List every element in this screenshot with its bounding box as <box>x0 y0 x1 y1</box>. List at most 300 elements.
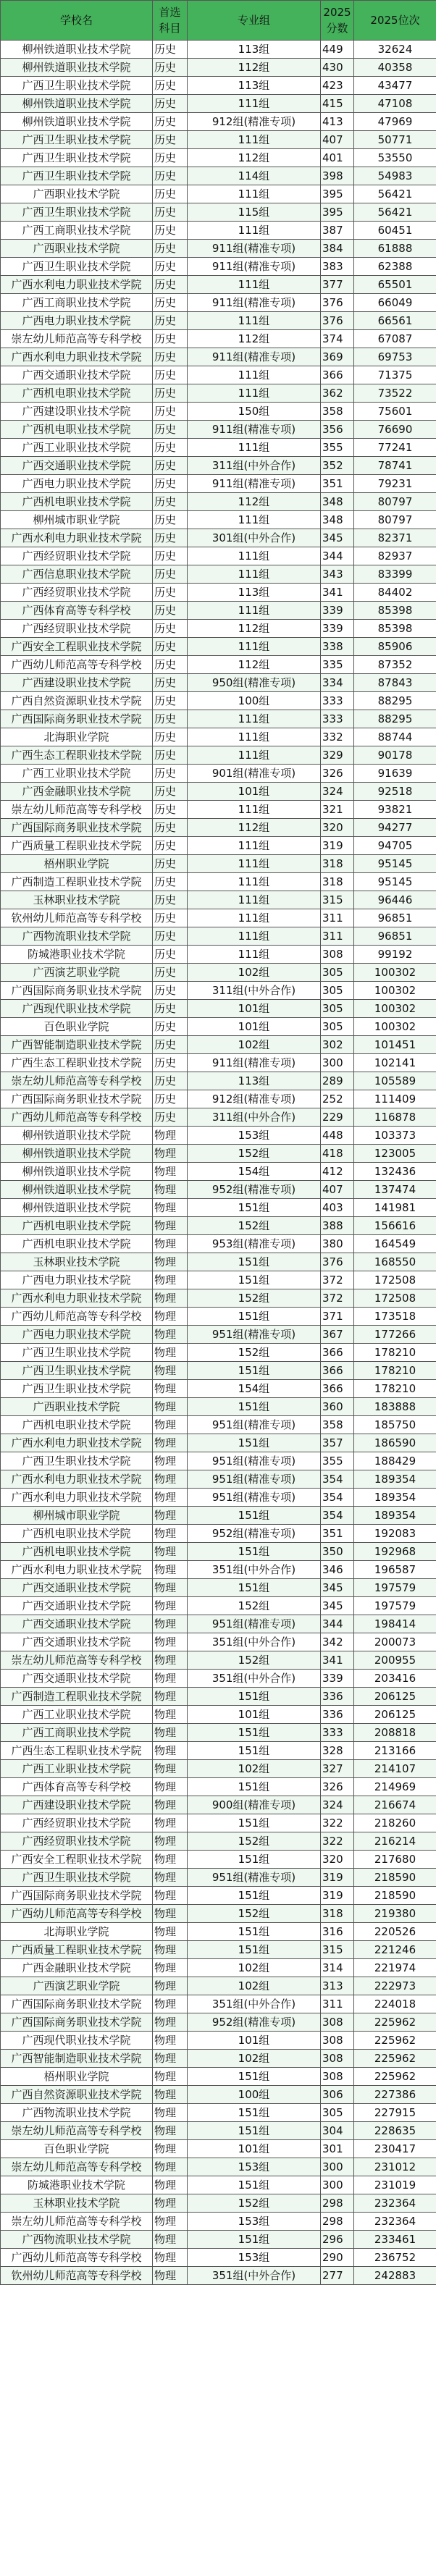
cell-school: 柳州铁道职业技术学院 <box>1 1163 153 1181</box>
table-row <box>1 1289 436 1308</box>
cell-group: 151组 <box>188 1887 321 1905</box>
cell-score: 326 <box>321 1778 354 1796</box>
cell-school: 广西经贸职业技术学院 <box>1 1814 153 1832</box>
table-row <box>1 1887 436 1905</box>
cell-score: 367 <box>321 1326 354 1344</box>
cell-rank: 87352 <box>354 656 436 674</box>
table-row <box>1 1398 436 1416</box>
cell-score: 344 <box>321 547 354 565</box>
cell-rank: 225962 <box>354 2013 436 2032</box>
cell-school: 广西质量工程职业技术学院 <box>1 1941 153 1959</box>
cell-group: 951组(精准专项) <box>188 1452 321 1470</box>
cell-group: 111组 <box>188 638 321 656</box>
cell-group: 111组 <box>188 276 321 294</box>
cell-school: 广西水利电力职业技术学院 <box>1 1470 153 1489</box>
cell-group: 952组(精准专项) <box>188 1181 321 1199</box>
cell-school: 广西电力职业技术学院 <box>1 312 153 330</box>
table-row <box>1 1036 436 1054</box>
cell-rank: 230417 <box>354 2140 436 2158</box>
cell-rank: 80797 <box>354 511 436 529</box>
cell-score: 308 <box>321 2013 354 2032</box>
table-row <box>1 783 436 801</box>
cell-rank: 94705 <box>354 837 436 855</box>
cell-group: 102组 <box>188 964 321 982</box>
cell-group: 102组 <box>188 2050 321 2068</box>
cell-score: 305 <box>321 964 354 982</box>
cell-subject: 历史 <box>153 475 188 493</box>
table-row <box>1 1814 436 1832</box>
cell-group: 111组 <box>188 927 321 946</box>
cell-school: 广西水利电力职业技术学院 <box>1 529 153 547</box>
cell-score: 415 <box>321 95 354 113</box>
cell-subject: 物理 <box>153 2122 188 2140</box>
cell-school: 柳州铁道职业技术学院 <box>1 113 153 131</box>
cell-group: 951组(精准专项) <box>188 1416 321 1434</box>
cell-subject: 历史 <box>153 95 188 113</box>
cell-subject: 历史 <box>153 330 188 348</box>
cell-subject: 历史 <box>153 927 188 946</box>
cell-group: 152组 <box>188 1217 321 1235</box>
cell-score: 348 <box>321 493 354 511</box>
cell-rank: 178210 <box>354 1362 436 1380</box>
table-row <box>1 493 436 511</box>
col-header-group: 专业组 <box>188 1 321 41</box>
cell-subject: 历史 <box>153 457 188 475</box>
cell-score: 395 <box>321 203 354 222</box>
cell-school: 广西电力职业技术学院 <box>1 475 153 493</box>
cell-score: 430 <box>321 59 354 77</box>
cell-group: 953组(精准专项) <box>188 1235 321 1253</box>
cell-score: 344 <box>321 1615 354 1633</box>
table-row <box>1 638 436 656</box>
cell-subject: 历史 <box>153 1018 188 1036</box>
cell-subject: 历史 <box>153 312 188 330</box>
table-row <box>1 258 436 276</box>
cell-subject: 物理 <box>153 1145 188 1163</box>
cell-subject: 物理 <box>153 1778 188 1796</box>
cell-rank: 60451 <box>354 222 436 240</box>
cell-score: 316 <box>321 1923 354 1941</box>
cell-group: 153组 <box>188 2213 321 2231</box>
cell-school: 广西水利电力职业技术学院 <box>1 1289 153 1308</box>
cell-score: 305 <box>321 1000 354 1018</box>
cell-school: 北海职业学院 <box>1 1923 153 1941</box>
cell-score: 302 <box>321 1036 354 1054</box>
table-header <box>1 1 436 41</box>
cell-subject: 物理 <box>153 1995 188 2013</box>
cell-group: 911组(精准专项) <box>188 1054 321 1072</box>
cell-score: 354 <box>321 1489 354 1507</box>
cell-score: 376 <box>321 312 354 330</box>
cell-group: 111组 <box>188 95 321 113</box>
table-row <box>1 1778 436 1796</box>
cell-subject: 物理 <box>153 2267 188 2285</box>
cell-subject: 历史 <box>153 728 188 746</box>
cell-school: 广西建设职业技术学院 <box>1 674 153 692</box>
table-row <box>1 1072 436 1090</box>
cell-subject: 物理 <box>153 1760 188 1778</box>
cell-school: 广西职业技术学院 <box>1 1398 153 1416</box>
cell-rank: 56421 <box>354 203 436 222</box>
table-row <box>1 1000 436 1018</box>
cell-score: 318 <box>321 1905 354 1923</box>
table-row <box>1 1235 436 1253</box>
cell-rank: 200955 <box>354 1651 436 1670</box>
cell-score: 339 <box>321 620 354 638</box>
cell-subject: 历史 <box>153 240 188 258</box>
cell-rank: 77241 <box>354 439 436 457</box>
cell-score: 332 <box>321 728 354 746</box>
cell-rank: 95145 <box>354 873 436 891</box>
cell-group: 111组 <box>188 801 321 819</box>
cell-group: 152组 <box>188 2194 321 2213</box>
cell-subject: 物理 <box>153 1670 188 1688</box>
cell-score: 324 <box>321 783 354 801</box>
cell-score: 354 <box>321 1507 354 1525</box>
cell-group: 152组 <box>188 1832 321 1851</box>
cell-subject: 物理 <box>153 1308 188 1326</box>
cell-score: 308 <box>321 2068 354 2086</box>
cell-rank: 47108 <box>354 95 436 113</box>
cell-subject: 物理 <box>153 1271 188 1289</box>
cell-rank: 50771 <box>354 131 436 149</box>
cell-school: 广西体育高等专科学校 <box>1 1778 153 1796</box>
table-row <box>1 457 436 475</box>
cell-school: 百色职业学院 <box>1 2140 153 2158</box>
cell-score: 308 <box>321 2050 354 2068</box>
table-row <box>1 1271 436 1289</box>
cell-school: 广西国际商务职业技术学院 <box>1 819 153 837</box>
cell-group: 151组 <box>188 1271 321 1289</box>
cell-score: 362 <box>321 384 354 403</box>
cell-school: 广西卫生职业技术学院 <box>1 203 153 222</box>
cell-school: 广西生态工程职业技术学院 <box>1 1742 153 1760</box>
cell-score: 329 <box>321 746 354 765</box>
cell-rank: 218590 <box>354 1869 436 1887</box>
table-row <box>1 421 436 439</box>
cell-subject: 物理 <box>153 2249 188 2267</box>
cell-school: 广西卫生职业技术学院 <box>1 1380 153 1398</box>
cell-subject: 物理 <box>153 2068 188 2086</box>
cell-school: 广西现代职业技术学院 <box>1 2032 153 2050</box>
cell-subject: 历史 <box>153 656 188 674</box>
cell-subject: 历史 <box>153 529 188 547</box>
cell-subject: 物理 <box>153 1127 188 1145</box>
cell-rank: 172508 <box>354 1271 436 1289</box>
cell-rank: 85398 <box>354 602 436 620</box>
cell-subject: 历史 <box>153 674 188 692</box>
cell-rank: 208818 <box>354 1724 436 1742</box>
cell-score: 345 <box>321 529 354 547</box>
cell-rank: 217680 <box>354 1851 436 1869</box>
cell-subject: 历史 <box>153 1000 188 1018</box>
cell-group: 111组 <box>188 837 321 855</box>
cell-rank: 82371 <box>354 529 436 547</box>
cell-score: 380 <box>321 1235 354 1253</box>
cell-group: 151组 <box>188 2231 321 2249</box>
cell-school: 柳州城市职业学院 <box>1 1507 153 1525</box>
cell-school: 广西工商职业技术学院 <box>1 1724 153 1742</box>
cell-subject: 历史 <box>153 584 188 602</box>
cell-score: 388 <box>321 1217 354 1235</box>
cell-subject: 历史 <box>153 891 188 909</box>
cell-school: 崇左幼儿师范高等专科学校 <box>1 1651 153 1670</box>
cell-subject: 物理 <box>153 2013 188 2032</box>
col-header-subject: 首选科目 <box>153 1 188 41</box>
table-row <box>1 1253 436 1271</box>
cell-group: 911组(精准专项) <box>188 240 321 258</box>
cell-school: 广西建设职业技术学院 <box>1 403 153 421</box>
table-row <box>1 330 436 348</box>
cell-score: 383 <box>321 258 354 276</box>
cell-group: 154组 <box>188 1380 321 1398</box>
cell-score: 319 <box>321 1869 354 1887</box>
table-row <box>1 2140 436 2158</box>
cell-group: 112组 <box>188 493 321 511</box>
cell-school: 广西水利电力职业技术学院 <box>1 1434 153 1452</box>
cell-score: 401 <box>321 149 354 167</box>
cell-score: 320 <box>321 1851 354 1869</box>
cell-rank: 62388 <box>354 258 436 276</box>
cell-rank: 99192 <box>354 946 436 964</box>
cell-school: 广西经贸职业技术学院 <box>1 1832 153 1851</box>
cell-score: 351 <box>321 1525 354 1543</box>
table-row <box>1 547 436 565</box>
cell-group: 101组 <box>188 2032 321 2050</box>
table-row <box>1 149 436 167</box>
cell-score: 300 <box>321 2158 354 2176</box>
cell-subject: 物理 <box>153 1977 188 1995</box>
cell-school: 梧州职业学院 <box>1 855 153 873</box>
cell-subject: 物理 <box>153 2086 188 2104</box>
table-row <box>1 2249 436 2267</box>
cell-group: 111组 <box>188 873 321 891</box>
cell-score: 315 <box>321 891 354 909</box>
cell-group: 111组 <box>188 710 321 728</box>
cell-group: 151组 <box>188 1434 321 1452</box>
cell-group: 311组(中外合作) <box>188 982 321 1000</box>
cell-subject: 历史 <box>153 964 188 982</box>
cell-group: 151组 <box>188 1507 321 1525</box>
cell-rank: 197579 <box>354 1597 436 1615</box>
cell-group: 151组 <box>188 2176 321 2194</box>
table-row <box>1 1326 436 1344</box>
cell-group: 152组 <box>188 1145 321 1163</box>
cell-subject: 物理 <box>153 1253 188 1271</box>
table-row <box>1 710 436 728</box>
cell-rank: 87843 <box>354 674 436 692</box>
cell-group: 951组(精准专项) <box>188 1326 321 1344</box>
cell-school: 广西质量工程职业技术学院 <box>1 837 153 855</box>
cell-group: 952组(精准专项) <box>188 1525 321 1543</box>
cell-subject: 物理 <box>153 1633 188 1651</box>
cell-subject: 历史 <box>153 765 188 783</box>
cell-subject: 物理 <box>153 1380 188 1398</box>
cell-subject: 历史 <box>153 113 188 131</box>
cell-rank: 85398 <box>354 620 436 638</box>
cell-score: 342 <box>321 1633 354 1651</box>
cell-school: 广西生态工程职业技术学院 <box>1 1054 153 1072</box>
cell-rank: 168550 <box>354 1253 436 1271</box>
cell-school: 广西水利电力职业技术学院 <box>1 276 153 294</box>
cell-group: 311组(中外合作) <box>188 457 321 475</box>
cell-rank: 185750 <box>354 1416 436 1434</box>
cell-score: 336 <box>321 1688 354 1706</box>
cell-school: 柳州城市职业学院 <box>1 511 153 529</box>
table-row <box>1 511 436 529</box>
table-row <box>1 1977 436 1995</box>
cell-school: 广西卫生职业技术学院 <box>1 1869 153 1887</box>
cell-school: 广西卫生职业技术学院 <box>1 149 153 167</box>
cell-group: 101组 <box>188 783 321 801</box>
cell-rank: 225962 <box>354 2032 436 2050</box>
cell-group: 112组 <box>188 59 321 77</box>
table-row <box>1 439 436 457</box>
col-header-rank: 2025位次 <box>354 1 436 41</box>
cell-rank: 100302 <box>354 964 436 982</box>
cell-subject: 物理 <box>153 1561 188 1579</box>
table-row <box>1 1670 436 1688</box>
table-row <box>1 1651 436 1670</box>
cell-school: 崇左幼儿师范高等专科学校 <box>1 801 153 819</box>
cell-group: 151组 <box>188 1851 321 1869</box>
col-header-school: 学校名 <box>1 1 153 41</box>
table-row <box>1 2068 436 2086</box>
cell-subject: 历史 <box>153 783 188 801</box>
table-row <box>1 348 436 366</box>
cell-subject: 物理 <box>153 1905 188 1923</box>
cell-score: 348 <box>321 511 354 529</box>
cell-rank: 95145 <box>354 855 436 873</box>
cell-group: 911组(精准专项) <box>188 258 321 276</box>
cell-group: 912组(精准专项) <box>188 113 321 131</box>
cell-subject: 历史 <box>153 258 188 276</box>
table-row <box>1 1832 436 1851</box>
cell-rank: 231012 <box>354 2158 436 2176</box>
cell-rank: 183888 <box>354 1398 436 1416</box>
table-row <box>1 1018 436 1036</box>
cell-subject: 物理 <box>153 2158 188 2176</box>
cell-score: 356 <box>321 421 354 439</box>
cell-score: 311 <box>321 909 354 927</box>
cell-group: 115组 <box>188 203 321 222</box>
cell-subject: 历史 <box>153 493 188 511</box>
cell-score: 354 <box>321 1470 354 1489</box>
cell-group: 152组 <box>188 1344 321 1362</box>
cell-score: 371 <box>321 1308 354 1326</box>
cell-subject: 物理 <box>153 1452 188 1470</box>
cell-rank: 178210 <box>354 1380 436 1398</box>
cell-school: 柳州铁道职业技术学院 <box>1 1181 153 1199</box>
cell-school: 崇左幼儿师范高等专科学校 <box>1 2158 153 2176</box>
cell-rank: 216674 <box>354 1796 436 1814</box>
cell-rank: 214969 <box>354 1778 436 1796</box>
table-row <box>1 2104 436 2122</box>
cell-group: 301组(中外合作) <box>188 529 321 547</box>
cell-group: 351组(中外合作) <box>188 1561 321 1579</box>
cell-group: 114组 <box>188 167 321 185</box>
cell-school: 广西水利电力职业技术学院 <box>1 1489 153 1507</box>
cell-score: 308 <box>321 946 354 964</box>
table-row <box>1 1452 436 1470</box>
table-row <box>1 1688 436 1706</box>
cell-score: 377 <box>321 276 354 294</box>
cell-group: 151组 <box>188 1724 321 1742</box>
cell-rank: 189354 <box>354 1489 436 1507</box>
cell-group: 101组 <box>188 1706 321 1724</box>
table-row <box>1 384 436 403</box>
cell-rank: 220526 <box>354 1923 436 1941</box>
cell-school: 广西幼儿师范高等专科学校 <box>1 656 153 674</box>
cell-score: 301 <box>321 2140 354 2158</box>
cell-subject: 物理 <box>153 1724 188 1742</box>
cell-score: 229 <box>321 1108 354 1127</box>
cell-group: 101组 <box>188 1018 321 1036</box>
table-row <box>1 2176 436 2194</box>
cell-subject: 物理 <box>153 1887 188 1905</box>
table-row <box>1 222 436 240</box>
cell-rank: 82937 <box>354 547 436 565</box>
cell-rank: 132436 <box>354 1163 436 1181</box>
cell-score: 341 <box>321 1651 354 1670</box>
cell-score: 318 <box>321 873 354 891</box>
cell-rank: 224018 <box>354 1995 436 2013</box>
cell-group: 951组(精准专项) <box>188 1489 321 1507</box>
cell-school: 广西经贸职业技术学院 <box>1 584 153 602</box>
cell-school: 广西物流职业技术学院 <box>1 2231 153 2249</box>
cell-school: 广西安全工程职业技术学院 <box>1 1851 153 1869</box>
cell-subject: 物理 <box>153 1217 188 1235</box>
cell-subject: 物理 <box>153 2213 188 2231</box>
cell-school: 广西幼儿师范高等专科学校 <box>1 2249 153 2267</box>
cell-school: 广西演艺职业学院 <box>1 964 153 982</box>
cell-subject: 物理 <box>153 1434 188 1452</box>
cell-subject: 物理 <box>153 2032 188 2050</box>
cell-subject: 历史 <box>153 1036 188 1054</box>
cell-score: 387 <box>321 222 354 240</box>
cell-rank: 47969 <box>354 113 436 131</box>
cell-group: 351组(中外合作) <box>188 1995 321 2013</box>
cell-group: 100组 <box>188 2086 321 2104</box>
table-row <box>1 1941 436 1959</box>
cell-score: 308 <box>321 2032 354 2050</box>
cell-subject: 历史 <box>153 547 188 565</box>
table-row <box>1 529 436 547</box>
cell-group: 102组 <box>188 1036 321 1054</box>
cell-score: 366 <box>321 366 354 384</box>
cell-score: 423 <box>321 77 354 95</box>
cell-school: 崇左幼儿师范高等专科学校 <box>1 2213 153 2231</box>
cell-score: 319 <box>321 1887 354 1905</box>
table-row <box>1 1706 436 1724</box>
col-header-score: 2025分数 <box>321 1 354 41</box>
table-row <box>1 1923 436 1941</box>
cell-rank: 200073 <box>354 1633 436 1651</box>
table-row <box>1 1199 436 1217</box>
cell-score: 407 <box>321 1181 354 1199</box>
cell-subject: 历史 <box>153 167 188 185</box>
cell-group: 113组 <box>188 584 321 602</box>
table-row <box>1 765 436 783</box>
cell-school: 柳州铁道职业技术学院 <box>1 1145 153 1163</box>
cell-subject: 历史 <box>153 1054 188 1072</box>
cell-group: 151组 <box>188 1199 321 1217</box>
cell-subject: 历史 <box>153 41 188 59</box>
cell-group: 101组 <box>188 1000 321 1018</box>
cell-school: 广西交通职业技术学院 <box>1 1579 153 1597</box>
cell-rank: 96851 <box>354 909 436 927</box>
cell-school: 广西工商职业技术学院 <box>1 222 153 240</box>
